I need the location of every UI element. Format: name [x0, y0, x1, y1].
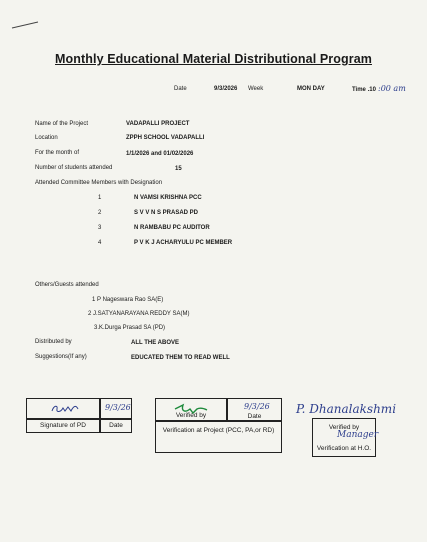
- date-label: Date: [174, 86, 187, 92]
- committee-num: 4: [98, 240, 102, 246]
- pd-signature-cell: [26, 398, 100, 419]
- committee-label: Attended Committee Members with Designation: [35, 180, 163, 186]
- guest-item: 2 J.SATYANARAYANA REDDY SA(M): [88, 311, 190, 317]
- committee-member: P V K J ACHARYULU PC MEMBER: [134, 240, 233, 246]
- committee-num: 2: [98, 210, 102, 216]
- pd-signature-label: Signature of PD: [40, 422, 86, 429]
- committee-member: N VAMSI KRISHNA PCC: [134, 195, 202, 201]
- suggestions-value: EDUCATED THEM TO READ WELL: [131, 355, 230, 361]
- pd-date-handwritten: 9/3/26: [105, 403, 131, 412]
- ho-manager-handwritten: Manager: [337, 430, 379, 440]
- guest-item: 1 P Nageswara Rao SA(E): [92, 297, 164, 303]
- students-label: Number of students attended: [35, 165, 113, 171]
- location-value: ZPPH SCHOOL VADAPALLI: [126, 135, 205, 141]
- pd-signature-mark: [28, 399, 100, 419]
- project-date-cell: [227, 398, 282, 421]
- project-value: VADAPALLI PROJECT: [126, 121, 190, 127]
- students-value: 15: [175, 166, 182, 172]
- verified-label: Verified by: [175, 412, 207, 419]
- committee-num: 3: [98, 225, 102, 231]
- committee-member: S V V N S PRASAD PD: [134, 210, 199, 216]
- pd-date-cell: [100, 398, 132, 419]
- date-value: 9/3/2026: [214, 86, 238, 92]
- committee-num: 1: [98, 195, 102, 201]
- month-value: 1/1/2026 and 01/02/2026: [126, 151, 194, 157]
- ho-signature-handwritten: P. Dhanalakshmi: [296, 402, 397, 416]
- distributed-label: Distributed by: [35, 339, 72, 345]
- week-label: Week: [248, 86, 264, 92]
- location-label: Location: [35, 135, 58, 141]
- day-value: MON DAY: [297, 86, 325, 92]
- ho-verified-label: Verified by: [328, 424, 360, 431]
- ho-verification-cell: [312, 418, 379, 457]
- project-signature-cell: [155, 398, 227, 421]
- guest-item: 3.K.Durga Prasad SA (PD): [94, 325, 166, 331]
- suggestions-label: Suggestions(If any): [35, 354, 87, 360]
- ho-verification-label: Verification at H.O.: [316, 445, 372, 452]
- project-label: Name of the Project: [35, 121, 89, 127]
- page-title: Monthly Educational Material Distributional Program: [55, 52, 372, 66]
- pd-date-label: Date: [109, 422, 123, 429]
- project-verification-label: Verification at Project (PCC, PA,or RD): [162, 427, 275, 434]
- guests-label: Others/Guests attended: [35, 282, 99, 288]
- time-handwritten: :00 am: [378, 84, 406, 93]
- project-date-label: Date: [247, 413, 262, 420]
- month-label: For the month of: [35, 150, 80, 156]
- committee-member: N RAMBABU PC AUDITOR: [134, 225, 210, 231]
- project-verification-cell: [155, 421, 282, 453]
- time-label: Time .10: [352, 87, 376, 93]
- project-date-handwritten: 9/3/26: [244, 402, 270, 411]
- pd-label-cell: [26, 419, 100, 433]
- corner-pen-mark: [10, 16, 40, 36]
- pd-date-label-cell: [100, 419, 132, 433]
- distributed-value: ALL THE ABOVE: [131, 340, 180, 346]
